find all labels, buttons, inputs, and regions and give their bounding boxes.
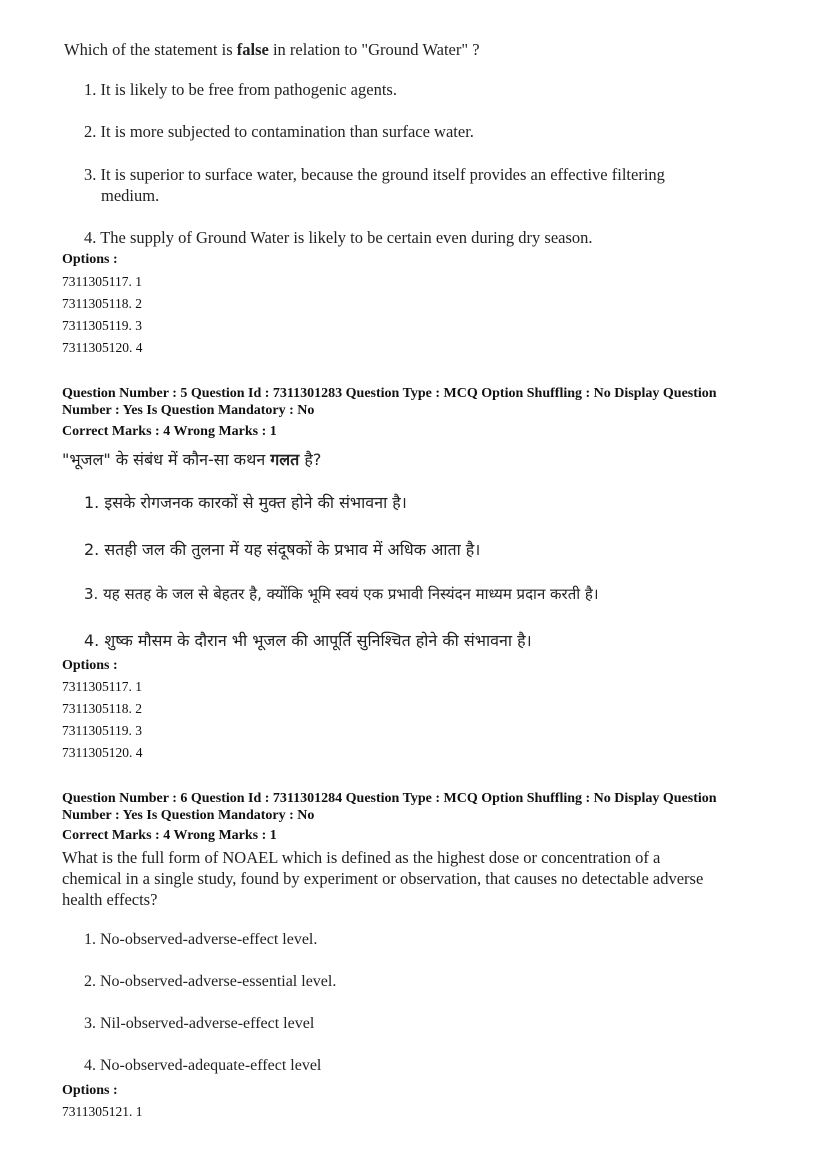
q5-stem-bold: गलत <box>270 450 300 469</box>
q5-option-4: 4. शुष्क मौसम के दौरान भी भूजल की आपूर्ति सुनिश्चित होने की संभावना है। <box>84 631 532 650</box>
q5-marks: Correct Marks : 4 Wrong Marks : 1 <box>62 424 277 439</box>
q6-option-3: 3. Nil-observed-adverse-effect level <box>84 1015 315 1032</box>
q4-option-id-4: 7311305120. 4 <box>62 340 143 355</box>
q4-option-2: 2. It is more subjected to contamination than surface water. <box>84 122 474 141</box>
q4-option-4: 4. The supply of Ground Water is likely to be certain even during dry season. <box>84 228 593 247</box>
q5-stem <box>62 448 321 470</box>
q4-option-3-cont: medium. <box>101 186 160 205</box>
q5-option-3: 3. यह सतह के जल से बेहतर है, क्योंकि भूमि स्वयं एक प्रभावी निस्यंदन माध्यम प्रदान करती है। <box>84 585 599 603</box>
q6-stem-line3: health effects? <box>62 890 158 909</box>
q5-option-id-4: 7311305120. 4 <box>62 745 143 760</box>
q4-stem <box>64 40 480 60</box>
q5-meta-line2: Number : Yes Is Question Mandatory : No <box>62 403 315 418</box>
q6-meta-line2: Number : Yes Is Question Mandatory : No <box>62 808 315 823</box>
q6-marks: Correct Marks : 4 Wrong Marks : 1 <box>62 828 277 843</box>
q4-stem-tail: in relation to "Ground Water" ? <box>268 40 480 59</box>
q6-meta-line1: Question Number : 6 Question Id : 7311301284 Question Type : MCQ Option Shuffling : No Display Question <box>62 791 717 806</box>
q5-option-id-3: 7311305119. 3 <box>62 723 142 738</box>
q4-stem-bold: false <box>236 40 269 59</box>
q5-option-2: 2. सतही जल की तुलना में यह संदूषकों के प्रभाव में अधिक आता है। <box>84 540 481 559</box>
q4-stem-text: Which of the statement is <box>64 40 237 59</box>
q4-option-id-1: 7311305117. 1 <box>62 274 142 289</box>
q4-option-id-3: 7311305119. 3 <box>62 318 142 333</box>
q4-option-3: 3. It is superior to surface water, because the ground itself provides an effective filtering <box>84 165 665 184</box>
q4-option-id-2: 7311305118. 2 <box>62 296 142 311</box>
q4-options-label: Options : <box>62 252 118 267</box>
q5-stem-tail: है? <box>299 450 322 469</box>
q5-stem-text: "भूजल" के संबंध में कौन-सा कथन <box>62 450 271 469</box>
q5-option-id-2: 7311305118. 2 <box>62 701 142 716</box>
q5-option-1: 1. इसके रोगजनक कारकों से मुक्त होने की संभावना है। <box>84 493 407 512</box>
q5-options-label: Options : <box>62 658 118 673</box>
q6-option-2: 2. No-observed-adverse-essential level. <box>84 973 337 990</box>
q6-option-1: 1. No-observed-adverse-effect level. <box>84 931 318 948</box>
q4-option-1: 1. It is likely to be free from pathogenic agents. <box>84 80 397 99</box>
q5-meta-line1: Question Number : 5 Question Id : 7311301283 Question Type : MCQ Option Shuffling : No Display Question <box>62 386 717 401</box>
q6-option-4: 4. No-observed-adequate-effect level <box>84 1057 322 1074</box>
q6-stem-line2: chemical in a single study, found by experiment or observation, that causes no detectable adverse <box>62 869 704 888</box>
q6-stem-line1: What is the full form of NOAEL which is defined as the highest dose or concentration of a <box>62 848 661 867</box>
q6-option-id-1: 7311305121. 1 <box>62 1104 143 1119</box>
q5-option-id-1: 7311305117. 1 <box>62 679 142 694</box>
q6-options-label: Options : <box>62 1083 118 1098</box>
